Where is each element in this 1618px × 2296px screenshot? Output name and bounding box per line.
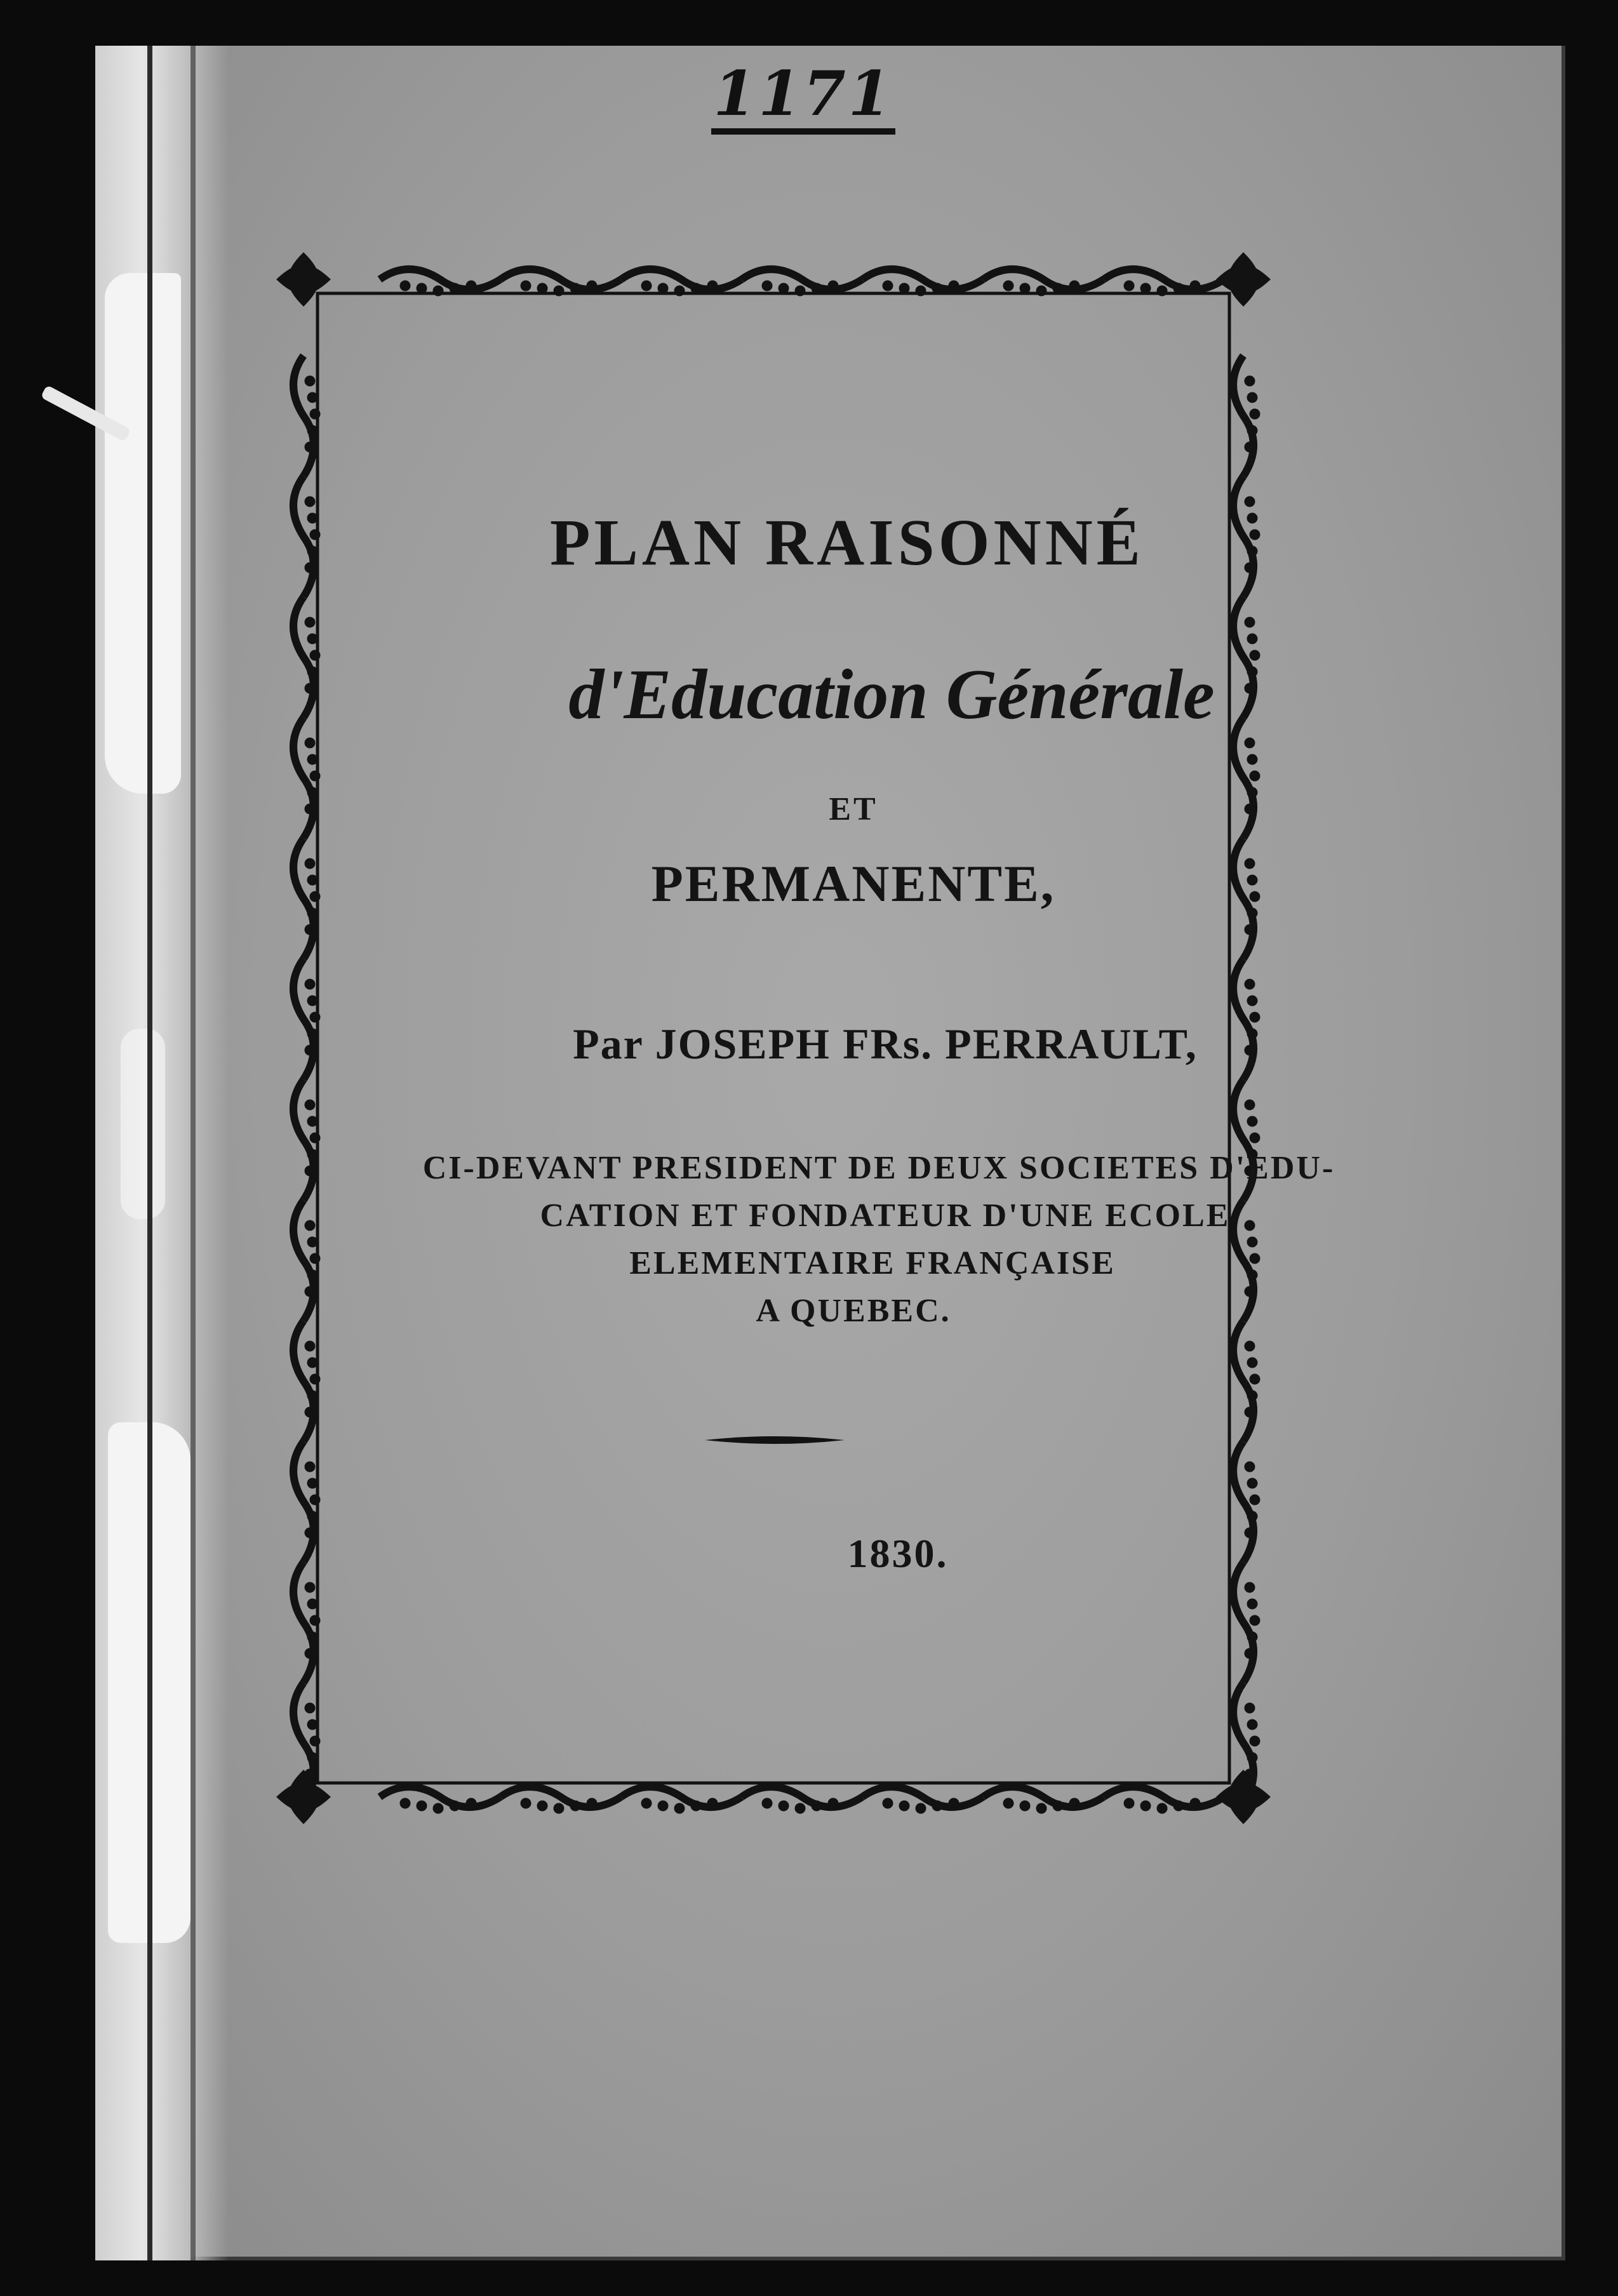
publication-year: 1830. [847, 1531, 949, 1576]
subtitle-line: ELEMENTAIRE FRANÇAISE [629, 1245, 1116, 1281]
decorative-rule [705, 1434, 845, 1446]
subtitle-line: A QUEBEC. [756, 1293, 951, 1329]
subtitle-line: CI-DEVANT PRESIDENT DE DEUX SOCIETES D'EDU- [422, 1150, 1335, 1186]
title-line-1: PLAN RAISONNÉ [549, 506, 1145, 579]
subtitle-line: CATION ET FONDATEUR D'UNE ECOLE [540, 1198, 1231, 1234]
handwritten-shelfmark: 1171 [711, 58, 895, 135]
title-line-3: PERMANENTE, [651, 855, 1056, 912]
title-conjunction: ET [829, 791, 878, 827]
author-line: Par JOSEPH FRs. PERRAULT, [573, 1020, 1198, 1068]
title-line-2: d'Education Générale [568, 655, 1215, 734]
